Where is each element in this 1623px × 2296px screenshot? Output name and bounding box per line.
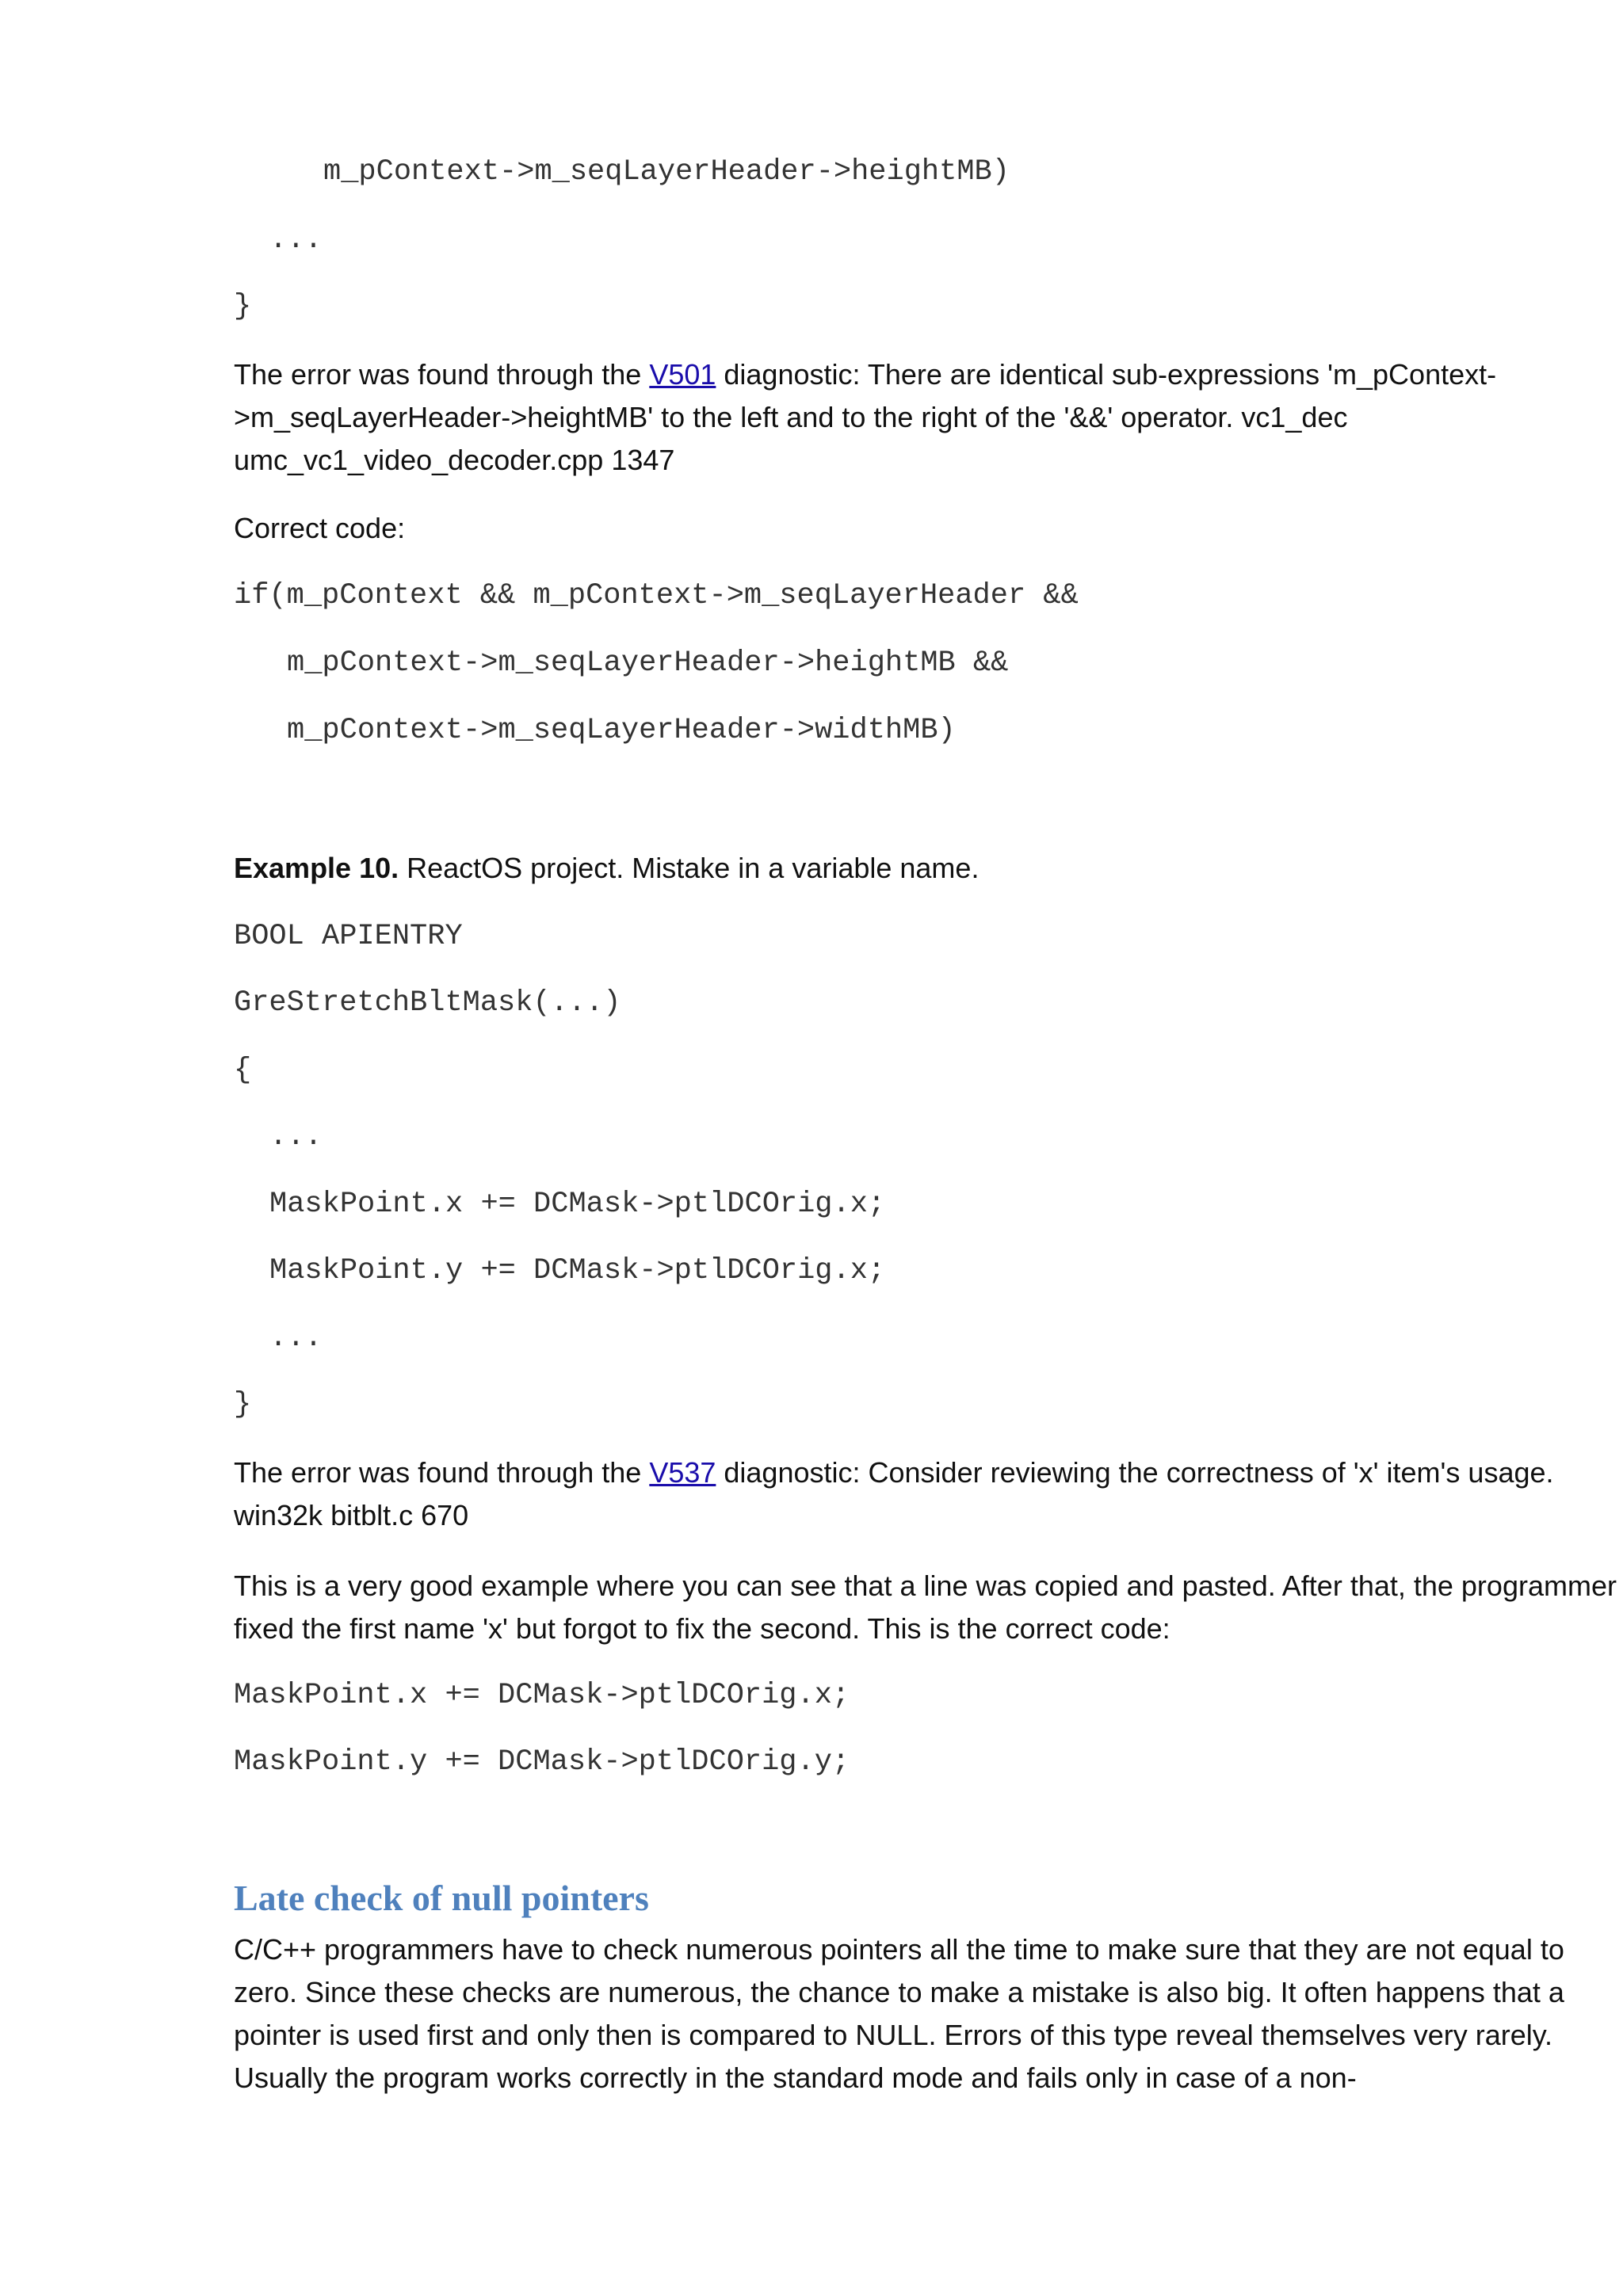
code-line: MaskPoint.y += DCMask->ptlDCOrig.x; (269, 1254, 886, 1287)
paragraph-text: The error was found through the (234, 1456, 650, 1489)
code-line: m_pContext->m_seqLayerHeader->widthMB) (287, 714, 956, 747)
paragraph-text: diagnostic: There are identical sub-expressions 'm_pContext->m_seqLayerHeader->heightMB' to the left and to the right of the '&&' operator. vc1_dec umc_vc1_video_decoder.cpp 1347 (234, 358, 1497, 476)
code-line: { (234, 1054, 252, 1087)
code-line: m_pContext->m_seqLayerHeader->heightMB && (287, 646, 1009, 680)
diagnostic-paragraph (234, 1451, 1623, 1537)
v501-link[interactable]: V501 (649, 358, 716, 391)
code-line: ... (269, 1120, 323, 1154)
code-line: ... (269, 223, 323, 257)
code-line: if(m_pContext && m_pContext->m_seqLayerHeader && (234, 579, 1079, 612)
section-heading: Late check of null pointers (234, 1878, 649, 1918)
section-paragraph: C/C++ programmers have to check numerous pointers all the time to make sure that they are not equal to zero. Since these checks are numerous, the chance to make a mistake is also big. It often happens that a pointer is used first and only then is compared to NULL. Errors of this type reveal themselves very rarely. Usually the program works correctly in the standard mode and fails only in case of a non- (234, 1933, 1564, 2094)
code-line: MaskPoint.x += DCMask->ptlDCOrig.x; (234, 1679, 850, 1712)
example-label: Example 10. (234, 852, 399, 884)
paragraph-text: diagnostic: Consider reviewing the correctness of 'x' item's usage. win32k bitblt.c 670 (234, 1456, 1554, 1531)
v537-link[interactable]: V537 (649, 1456, 716, 1489)
correct-code-label: Correct code: (234, 512, 406, 544)
code-line: GreStretchBltMask(...) (234, 986, 621, 1020)
code-line: BOOL APIENTRY (234, 920, 463, 953)
code-line: MaskPoint.x += DCMask->ptlDCOrig.x; (269, 1188, 886, 1221)
explanation-paragraph: This is a very good example where you can see that a line was copied and pasted. After that, the programmer fixed the first name 'x' but forgot to fix the second. This is the correct code: (234, 1569, 1617, 1645)
code-line: } (234, 1388, 252, 1421)
code-line: } (234, 290, 252, 323)
paragraph-text: The error was found through the (234, 358, 650, 391)
diagnostic-paragraph (234, 353, 1623, 482)
code-line: MaskPoint.y += DCMask->ptlDCOrig.y; (234, 1745, 850, 1779)
example-title (234, 847, 1623, 890)
example-description: ReactOS project. Mistake in a variable name. (399, 852, 980, 884)
code-line: m_pContext->m_seqLayerHeader->heightMB) (323, 155, 1010, 189)
code-line: ... (269, 1322, 323, 1355)
